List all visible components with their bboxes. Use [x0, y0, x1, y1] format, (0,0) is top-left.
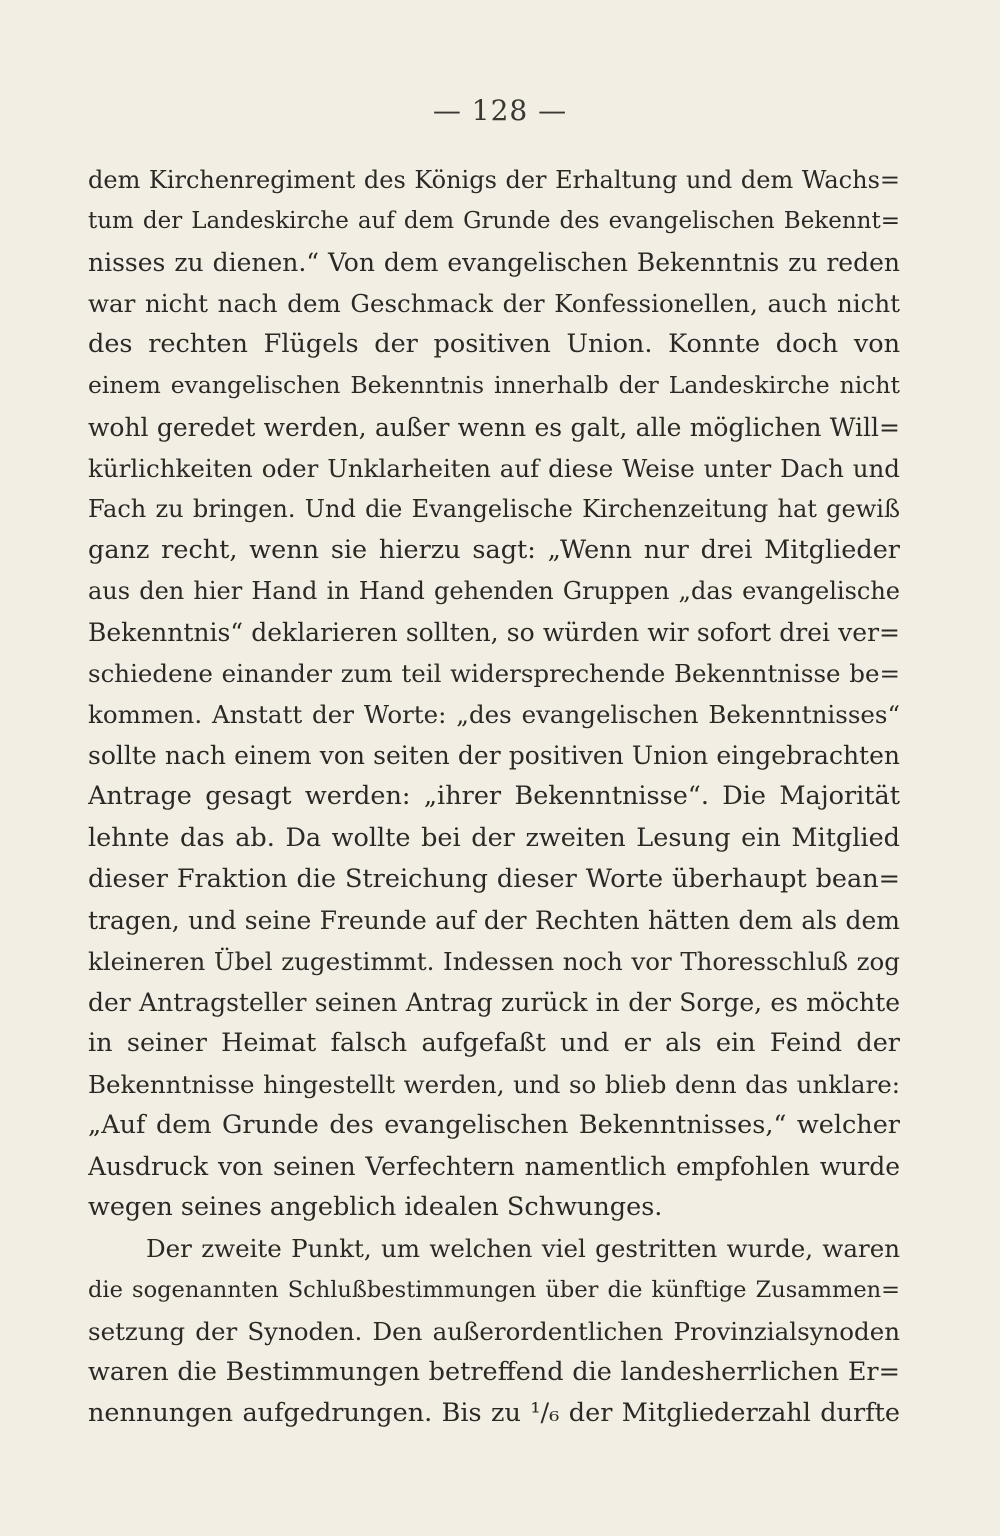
- text-line: wohl geredet werden, außer wenn es galt, alle möglichen Will=: [88, 412, 900, 442]
- text-line: sollte nach einem von seiten der positiven Union eingebrachten: [88, 741, 900, 771]
- text-line: wegen seines angeblich idealen Schwunges.: [88, 1192, 663, 1223]
- text-line: die sogenannten Schlußbestimmungen über die künftige Zusammen=: [88, 1276, 900, 1303]
- text-line: war nicht nach dem Geschmack der Konfessionellen, auch nicht: [88, 289, 900, 319]
- text-line: Antrage gesagt werden: „ihrer Bekenntnisse“. Die Majorität: [88, 781, 900, 812]
- text-line: tragen, und seine Freunde auf der Rechten hätten dem als dem: [88, 905, 900, 935]
- text-line: dieser Fraktion die Streichung dieser Worte überhaupt bean=: [88, 863, 900, 894]
- text-line: kürlichkeiten oder Unklarheiten auf diese Weise unter Dach und: [88, 453, 900, 483]
- text-line: nennungen aufgedrungen. Bis zu ¹/₆ der Mitgliederzahl durfte: [88, 1397, 900, 1428]
- text-line: Ausdruck von seinen Verfechtern namentlich empfohlen wurde: [88, 1152, 900, 1182]
- text-line: kleineren Übel zugestimmt. Indessen noch vor Thoresschluß zog: [88, 946, 900, 976]
- text-line: Bekenntnisse hingestellt werden, und so blieb denn das unklare:: [88, 1070, 900, 1100]
- text-line: „Auf dem Grunde des evangelischen Bekenntnisses,“ welcher: [88, 1110, 900, 1141]
- text-line: waren die Bestimmungen betreffend die landesherrlichen Er=: [88, 1356, 900, 1387]
- text-line: lehnte das ab. Da wollte bei der zweiten Lesung ein Mitglied: [88, 822, 900, 853]
- text-line: Bekenntnis“ deklarieren sollten, so würden wir sofort drei ver=: [88, 618, 900, 648]
- text-line: Der zweite Punkt, um welchen viel gestritten wurde, waren: [146, 1234, 900, 1264]
- text-line: nisses zu dienen.“ Von dem evangelischen Bekenntnis zu reden: [88, 248, 900, 278]
- text-line: schiedene einander zum teil widersprechende Bekenntnisse be=: [88, 659, 900, 689]
- text-line: aus den hier Hand in Hand gehenden Gruppen „das evangelische: [88, 576, 900, 605]
- text-line: einem evangelischen Bekenntnis innerhalb der Landeskirche nicht: [88, 371, 900, 400]
- text-line: Fach zu bringen. Und die Evangelische Kirchenzeitung hat gewiß: [88, 494, 900, 523]
- body-text: [88, 160, 900, 1434]
- text-line: der Antragsteller seinen Antrag zurück in der Sorge, es möchte: [88, 987, 900, 1017]
- text-line: kommen. Anstatt der Worte: „des evangelischen Bekenntnisses“: [88, 700, 900, 730]
- page-number: — 128 —: [432, 94, 568, 127]
- text-line: des rechten Flügels der positiven Union. Konnte doch von: [88, 329, 900, 360]
- text-line: tum der Landeskirche auf dem Grunde des evangelischen Bekennt=: [88, 208, 900, 235]
- text-line: ganz recht, wenn sie hierzu sagt: „Wenn nur drei Mitglieder: [88, 534, 900, 565]
- text-line: setzung der Synoden. Den außerordentlichen Provinzialsynoden: [88, 1316, 900, 1346]
- text-line: in seiner Heimat falsch aufgefaßt und er als ein Feind der: [88, 1027, 900, 1058]
- text-line: dem Kirchenregiment des Königs der Erhaltung und dem Wachs=: [88, 166, 900, 194]
